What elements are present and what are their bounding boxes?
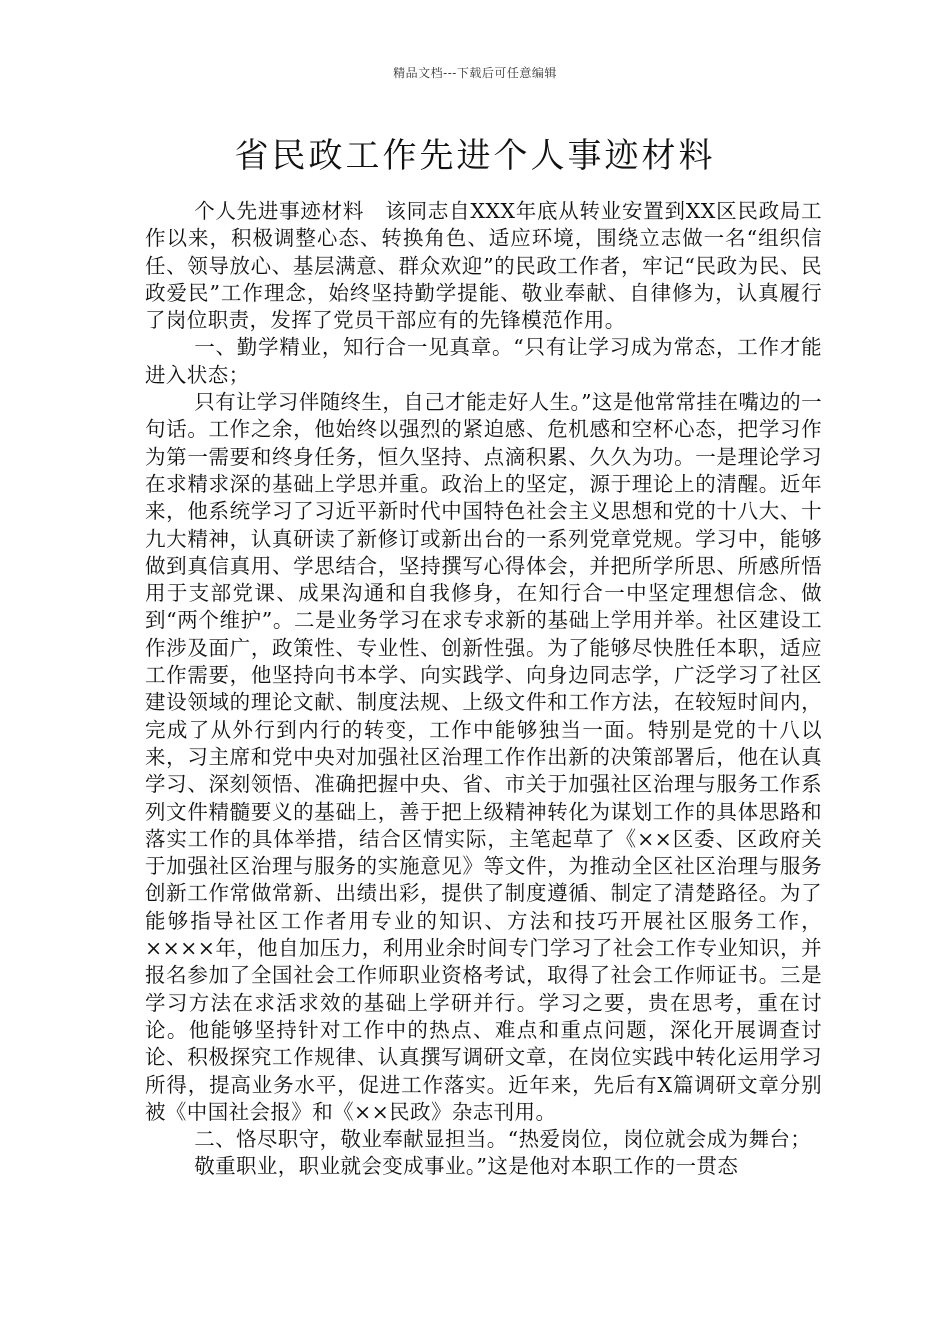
paragraph-section-two-body: 敬重职业，职业就会变成事业。”这是他对本职工作的一贯态 [194,1154,739,1179]
document-body [145,198,822,1181]
paragraph-section-one-heading: 一、勤学精业，知行合一见真章。“只有让学习成为常态，工作才能进入状态； [145,335,822,387]
paragraph-section-two-heading: 二、恪尽职守，敬业奉献显担当。“热爱岗位，岗位就会成为舞台； [194,1127,812,1152]
paragraph-section-one-body: 只有让学习伴随终生，自己才能走好人生。”这是他常常挂在嘴边的一句话。工作之余，他始终以强烈的紧迫感、危机感和空杯心态，把学习作为第一需要和终身任务，恒久坚持、点滴积累、久久为功。一是理论学习在求精求深的基础上学思并重。政治上的坚定，源于理论上的清醒。近年来，他系统学习了习近平新时代中国特色社会主义思想和党的十八大、十九大精神，认真研读了新修订或新出台的一系列党章党规。学习中，能够做到真信真用、学思结合，坚持撰写心得体会，并把所学所思、所感所悟用于支部党课、成果沟通和自我修身，在知行合一中坚定理想信念、做到“两个维护”。二是业务学习在求专求新的基础上学用并举。社区建设工作涉及面广，政策性、专业性、创新性强。为了能够尽快胜任本职，适应工作需要，他坚持向书本学、向实践学、向身边同志学，广泛学习了社区建设领域的理论文献、制度法规、上级文件和工作方法，在较短时间内，完成了从外行到内行的转变，工作中能够独当一面。特别是党的十八以来，习主席和党中央对加强社区治理工作作出新的决策部署后，他在认真学习、深刻领悟、准确把握中央、省、市关于加强社区治理与服务工作系列文件精髓要义的基础上，善于把上级精神转化为谋划工作的具体思路和落实工作的具体举措，结合区情实际，主笔起草了《××区委、区政府关于加强社区治理与服务的实施意见》等文件，为推动全区社区治理与服务创新工作常做常新、出绩出彩，提供了制度遵循、制定了清楚路径。为了能够指导社区工作者用专业的知识、方法和技巧开展社区服务工作，××××年，他自加压力，利用业余时间专门学习了社会工作专业知识，并报名参加了全国社会工作师职业资格考试，取得了社会工作师证书。三是学习方法在求活求效的基础上学研并行。学习之要，贵在思考，重在讨论。他能够坚持针对工作中的热点、难点和重点问题，深化开展调查讨论、积极探究工作规律、认真撰写调研文章，在岗位实践中转化运用学习所得，提高业务水平，促进工作落实。近年来，先后有X篇调研文章分别被《中国社会报》和《××民政》杂志刊用。 [145,390,822,1124]
paragraph-intro: 个人先进事迹材料 该同志自XXX年底从转业安置到XX区民政局工作以来，积极调整心态、转换角色、适应环境，围绕立志做一名“组织信任、领导放心、基层满意、群众欢迎”的民政工作者，牢记“民政为民、民政爱民”工作理念，始终坚持勤学提能、敬业奉献、自律修为，认真履行了岗位职责，发挥了党员干部应有的先锋模范作用。 [145,199,822,333]
document-title: 省民政工作先进个人事迹材料 [234,136,716,176]
page-header-note: 精品文档---下载后可任意编辑 [393,66,557,80]
